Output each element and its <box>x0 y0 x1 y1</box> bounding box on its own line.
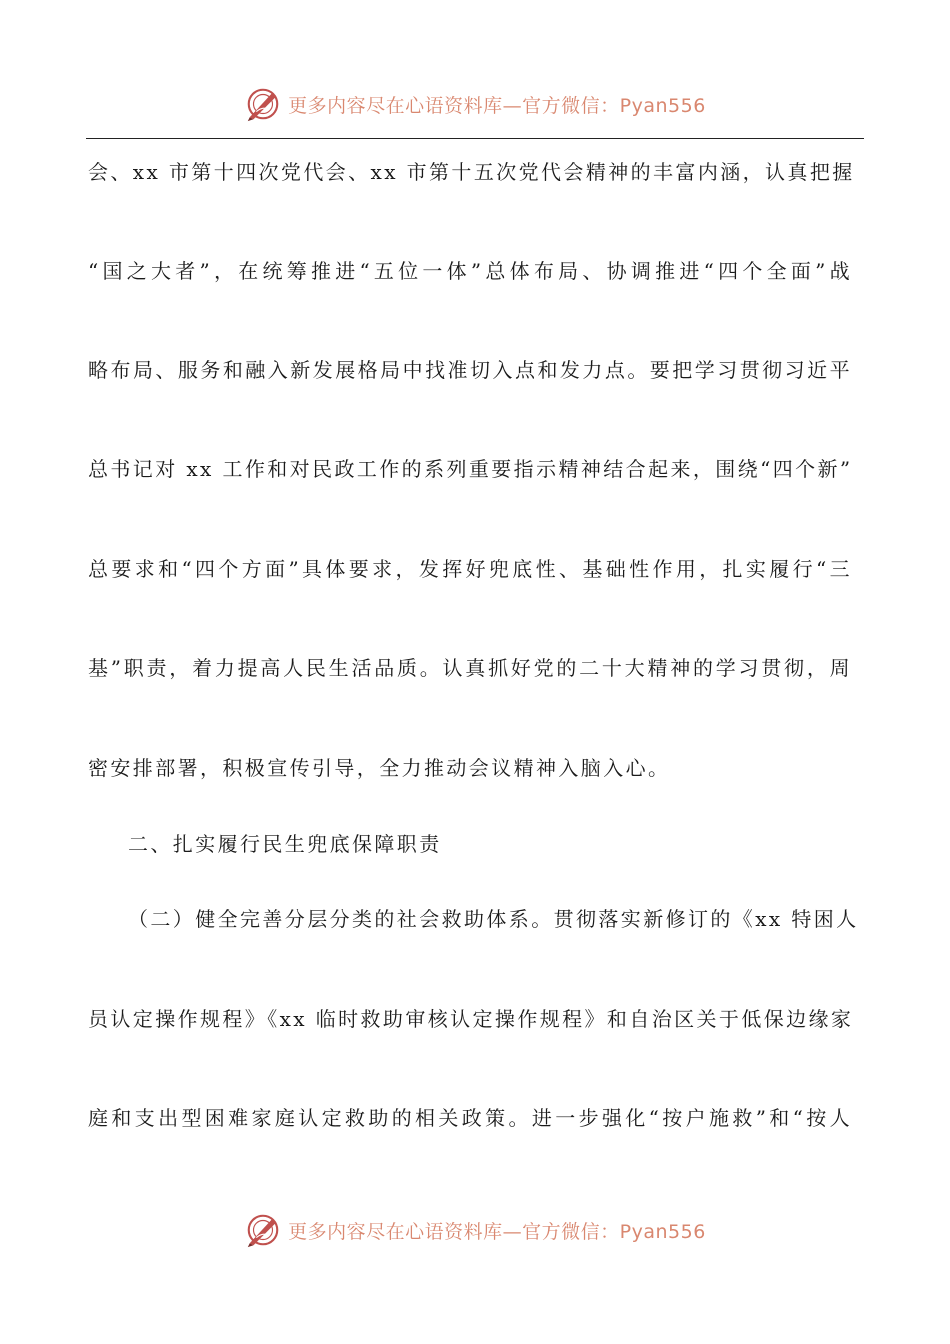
body-line: 员认定操作规程》《xx 临时救助审核认定操作规程》和自治区关于低保边缘家 <box>88 1007 854 1031</box>
body-line: 庭和支出型困难家庭认定救助的相关政策。进一步强化“按户施救”和“按人 <box>88 1106 852 1130</box>
body-line: 基”职责，着力提高人民生活品质。认真抓好党的二十大精神的学习贯彻，周 <box>88 656 852 680</box>
body-line: 会、xx 市第十四次党代会、xx 市第十五次党代会精神的丰富内涵，认真把握 <box>88 160 855 184</box>
pen-logo-icon <box>244 1211 282 1249</box>
body-line: 密安排部署，积极宣传引导，全力推动会议精神入脑入心。 <box>88 756 671 780</box>
body-line: 略布局、服务和融入新发展格局中找准切入点和发力点。要把学习贯彻习近平 <box>88 358 852 382</box>
footer-banner <box>244 1211 706 1249</box>
header-banner <box>244 85 706 123</box>
footer-banner-text: 更多内容尽在心语资料库—官方微信：Pyan556 <box>288 1220 706 1243</box>
section-heading: 二、扎实履行民生兜底保障职责 <box>128 832 442 856</box>
body-line: （二）健全完善分层分类的社会救助体系。贯彻落实新修订的《xx 特困人 <box>128 907 859 931</box>
page-header <box>0 82 950 126</box>
pen-logo-icon <box>244 85 282 123</box>
page-footer <box>0 1208 950 1252</box>
body-line: 总要求和“四个方面”具体要求，发挥好兜底性、基础性作用，扎实履行“三 <box>88 557 852 581</box>
body-line: 总书记对 xx 工作和对民政工作的系列重要指示精神结合起来，围绕“四个新” <box>88 457 853 481</box>
body-line: “国之大者”，在统筹推进“五位一体”总体布局、协调推进“四个全面”战 <box>88 259 852 283</box>
header-banner-text: 更多内容尽在心语资料库—官方微信：Pyan556 <box>288 94 706 117</box>
header-divider <box>86 138 864 139</box>
